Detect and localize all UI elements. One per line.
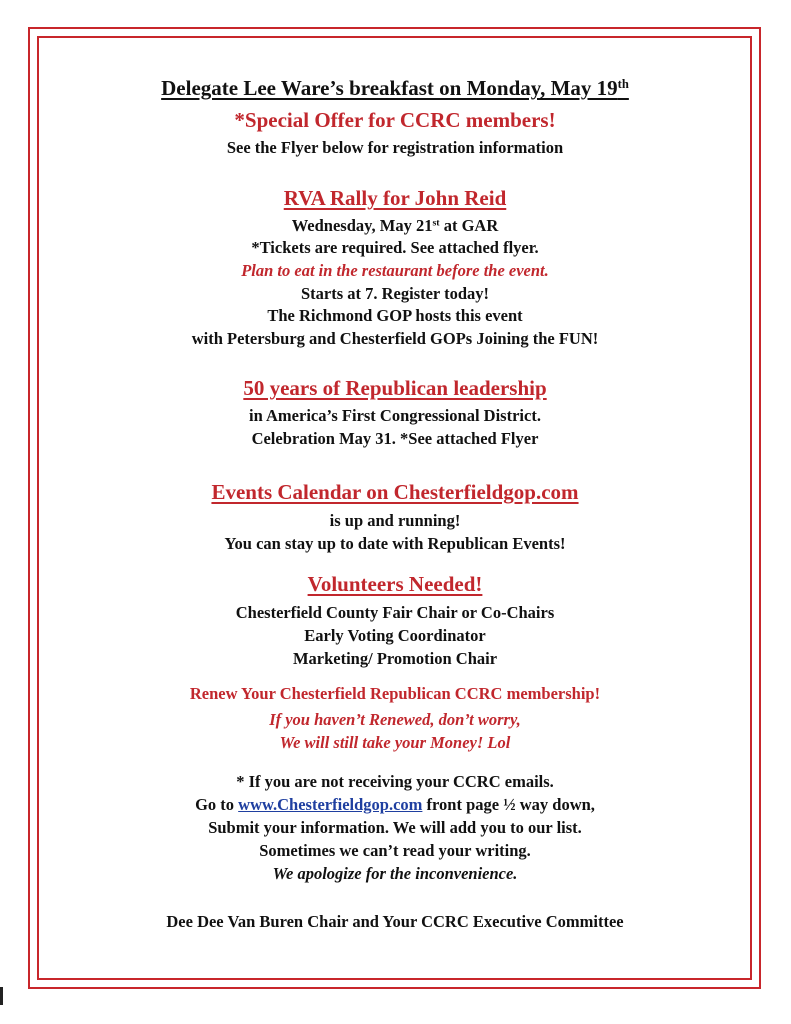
emails-line-3: Submit your information. We will add you to our list. (208, 818, 582, 837)
leadership-celebration: Celebration May 31. *See attached Flyer (251, 429, 539, 448)
rally-starts: Starts at 7. Register today! (300, 284, 490, 303)
emails-goto-line: Go to www.Chesterfieldgop.com front page ½ way down, (195, 795, 595, 814)
rally-host: The Richmond GOP hosts this event (267, 306, 523, 325)
emails-line-1: * If you are not receiving your CCRC emails. (236, 772, 554, 791)
leadership-district: in America’s First Congressional District. (249, 406, 541, 425)
emails-line-5: We apologize for the inconvenience. (272, 864, 518, 883)
volunteer-role: Chesterfield County Fair Chair or Co-Chairs (235, 603, 555, 622)
volunteer-role: Early Voting Coordinator (304, 626, 486, 645)
renew-line-2: We will still take your Money! Lol (279, 733, 511, 752)
rally-date: Wednesday, May 21st at GAR (291, 216, 499, 235)
renew-line-1: If you haven’t Renewed, don’t worry, (269, 710, 521, 729)
renew-title: Renew Your Chesterfield Republican CCRC membership! (189, 684, 601, 703)
rally-eat: Plan to eat in the restaurant before the event. (241, 261, 549, 280)
signature: Dee Dee Van Buren Chair and Your CCRC Executive Committee (166, 912, 624, 931)
breakfast-title: Delegate Lee Ware’s breakfast on Monday, May 19th (161, 76, 629, 100)
chesterfieldgop-link[interactable]: www.Chesterfieldgop.com (238, 795, 423, 814)
leadership-title: 50 years of Republican leadership (243, 376, 547, 400)
volunteers-title: Volunteers Needed! (307, 572, 483, 596)
rally-joining: with Petersburg and Chesterfield GOPs Joining the FUN! (191, 329, 599, 348)
volunteer-role: Marketing/ Promotion Chair (292, 649, 498, 668)
special-offer: *Special Offer for CCRC members! (234, 108, 556, 132)
calendar-status: is up and running! (329, 511, 461, 530)
scan-edge-mark (0, 987, 3, 1005)
calendar-title: Events Calendar on Chesterfieldgop.com (211, 480, 579, 504)
rally-title: RVA Rally for John Reid (283, 186, 507, 210)
inner-border (37, 36, 752, 980)
registration-note: See the Flyer below for registration information (226, 138, 564, 157)
emails-line-4: Sometimes we can’t read your writing. (259, 841, 531, 860)
rally-tickets: *Tickets are required. See attached flyer. (251, 238, 539, 257)
calendar-note: You can stay up to date with Republican Events! (224, 534, 566, 553)
